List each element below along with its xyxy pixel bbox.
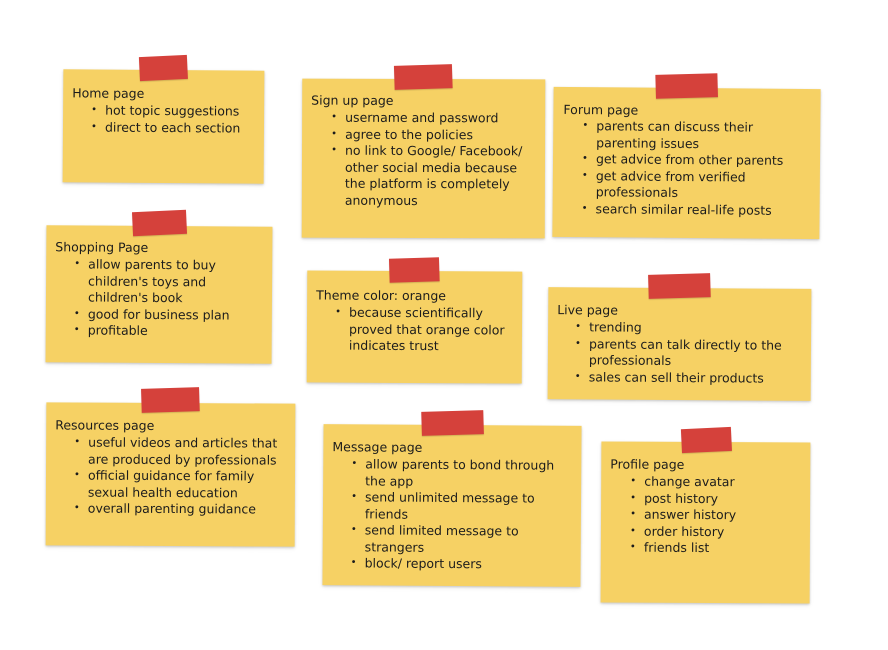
tape [132, 210, 187, 236]
list-item: • post history [644, 490, 794, 507]
note-list [629, 473, 794, 557]
tape [648, 273, 711, 299]
bullet-icon: • [581, 202, 588, 214]
list-item: • agree to the policies [345, 126, 535, 143]
bullet-icon: • [74, 436, 81, 448]
tape [389, 257, 440, 282]
note-list [331, 109, 535, 210]
bullet-icon: • [629, 525, 636, 537]
list-item: • good for business plan [88, 306, 233, 324]
tape [141, 387, 200, 413]
note-title: Home page [72, 85, 145, 101]
note-live-page [548, 287, 812, 401]
list-item: • friends list [644, 540, 794, 557]
bullet-icon: • [574, 370, 581, 382]
list-item: • official guidance for family sexual health education [88, 468, 288, 502]
list-item: • send limited message to strangers [365, 522, 561, 556]
note-title: Resources page [55, 417, 155, 433]
note-list [350, 456, 562, 573]
list-item: • parents can discuss their parenting issues [596, 118, 796, 153]
bullet-icon: • [630, 492, 637, 504]
note-shopping-page [46, 225, 273, 364]
note-title: Theme color: orange [316, 287, 447, 304]
note-title: Message page [332, 439, 423, 455]
note-list [73, 256, 234, 341]
bullet-icon: • [73, 502, 80, 514]
list-item: • block/ report users [365, 555, 561, 573]
bullet-icon: • [331, 111, 338, 123]
bullet-icon: • [582, 153, 589, 165]
list-item: • get advice from verified professionals [596, 168, 796, 203]
note-list [574, 319, 799, 386]
list-item: • send unlimited message to friends [365, 489, 561, 523]
tape [655, 73, 718, 99]
note-resources-page [46, 402, 296, 546]
list-item: • username and password [345, 110, 535, 127]
bullet-icon: • [582, 120, 589, 132]
bullet-icon: • [73, 324, 80, 336]
bullet-icon: • [335, 306, 342, 318]
list-item: • parents can talk directly to the professionals [589, 336, 799, 370]
note-title: Forum page [563, 101, 639, 118]
bullet-icon: • [91, 104, 98, 116]
bullet-icon: • [74, 469, 80, 481]
list-item: • search similar real-life posts [596, 201, 796, 219]
bullet-icon: • [331, 128, 338, 140]
bullet-icon: • [629, 541, 636, 553]
note-title: Sign up page [311, 92, 394, 108]
list-item: • sales can sell their products [589, 369, 799, 387]
list-item: • hot topic suggestions [105, 103, 255, 121]
list-item: • no link to Google/ Facebook/ other social media because the platform is completely anonymous [345, 143, 535, 210]
list-item: • allow parents to bond through the app [365, 456, 561, 490]
list-item: • useful videos and articles that are produced by professionals [88, 435, 288, 469]
bullet-icon: • [350, 524, 357, 536]
note-profile-page [601, 441, 811, 603]
tape [681, 427, 732, 453]
tape [394, 64, 453, 90]
note-home-page [63, 69, 265, 183]
bullet-icon: • [331, 144, 338, 156]
tape [421, 410, 484, 436]
bullet-icon: • [575, 321, 582, 333]
bullet-icon: • [575, 337, 581, 349]
bullet-icon: • [91, 120, 97, 133]
note-forum-page [552, 87, 820, 239]
list-item: • get advice from other parents [596, 151, 796, 169]
list-item: • allow parents to buy children's toys and children's book [88, 257, 233, 308]
bullet-icon: • [630, 508, 637, 520]
list-item: • trending [589, 319, 799, 337]
note-title: Live page [557, 302, 619, 318]
list-item: • because scientifically proved that orange color indicates trust [349, 305, 514, 355]
note-list [581, 118, 797, 219]
note-list [91, 102, 255, 137]
bullet-icon: • [351, 458, 358, 470]
list-item: • profitable [88, 323, 233, 341]
note-message-page [322, 424, 581, 587]
note-list [335, 304, 514, 355]
note-title: Profile page [610, 456, 685, 472]
note-sign-up-page [302, 79, 546, 239]
bullet-icon: • [581, 169, 588, 181]
note-title: Shopping Page [55, 239, 149, 255]
bullet-icon: • [351, 491, 358, 503]
bullet-icon: • [350, 557, 357, 569]
note-list [73, 434, 288, 519]
list-item: • answer history [644, 507, 794, 524]
list-item: • change avatar [644, 474, 794, 491]
tape [139, 55, 188, 81]
bullet-icon: • [73, 307, 80, 319]
list-item: • overall parenting guidance [88, 501, 288, 519]
list-item: • order history [644, 523, 794, 540]
bullet-icon: • [74, 258, 81, 270]
note-theme-color [307, 270, 523, 383]
bullet-icon: • [630, 475, 637, 487]
list-item: • direct to each section [105, 119, 255, 137]
